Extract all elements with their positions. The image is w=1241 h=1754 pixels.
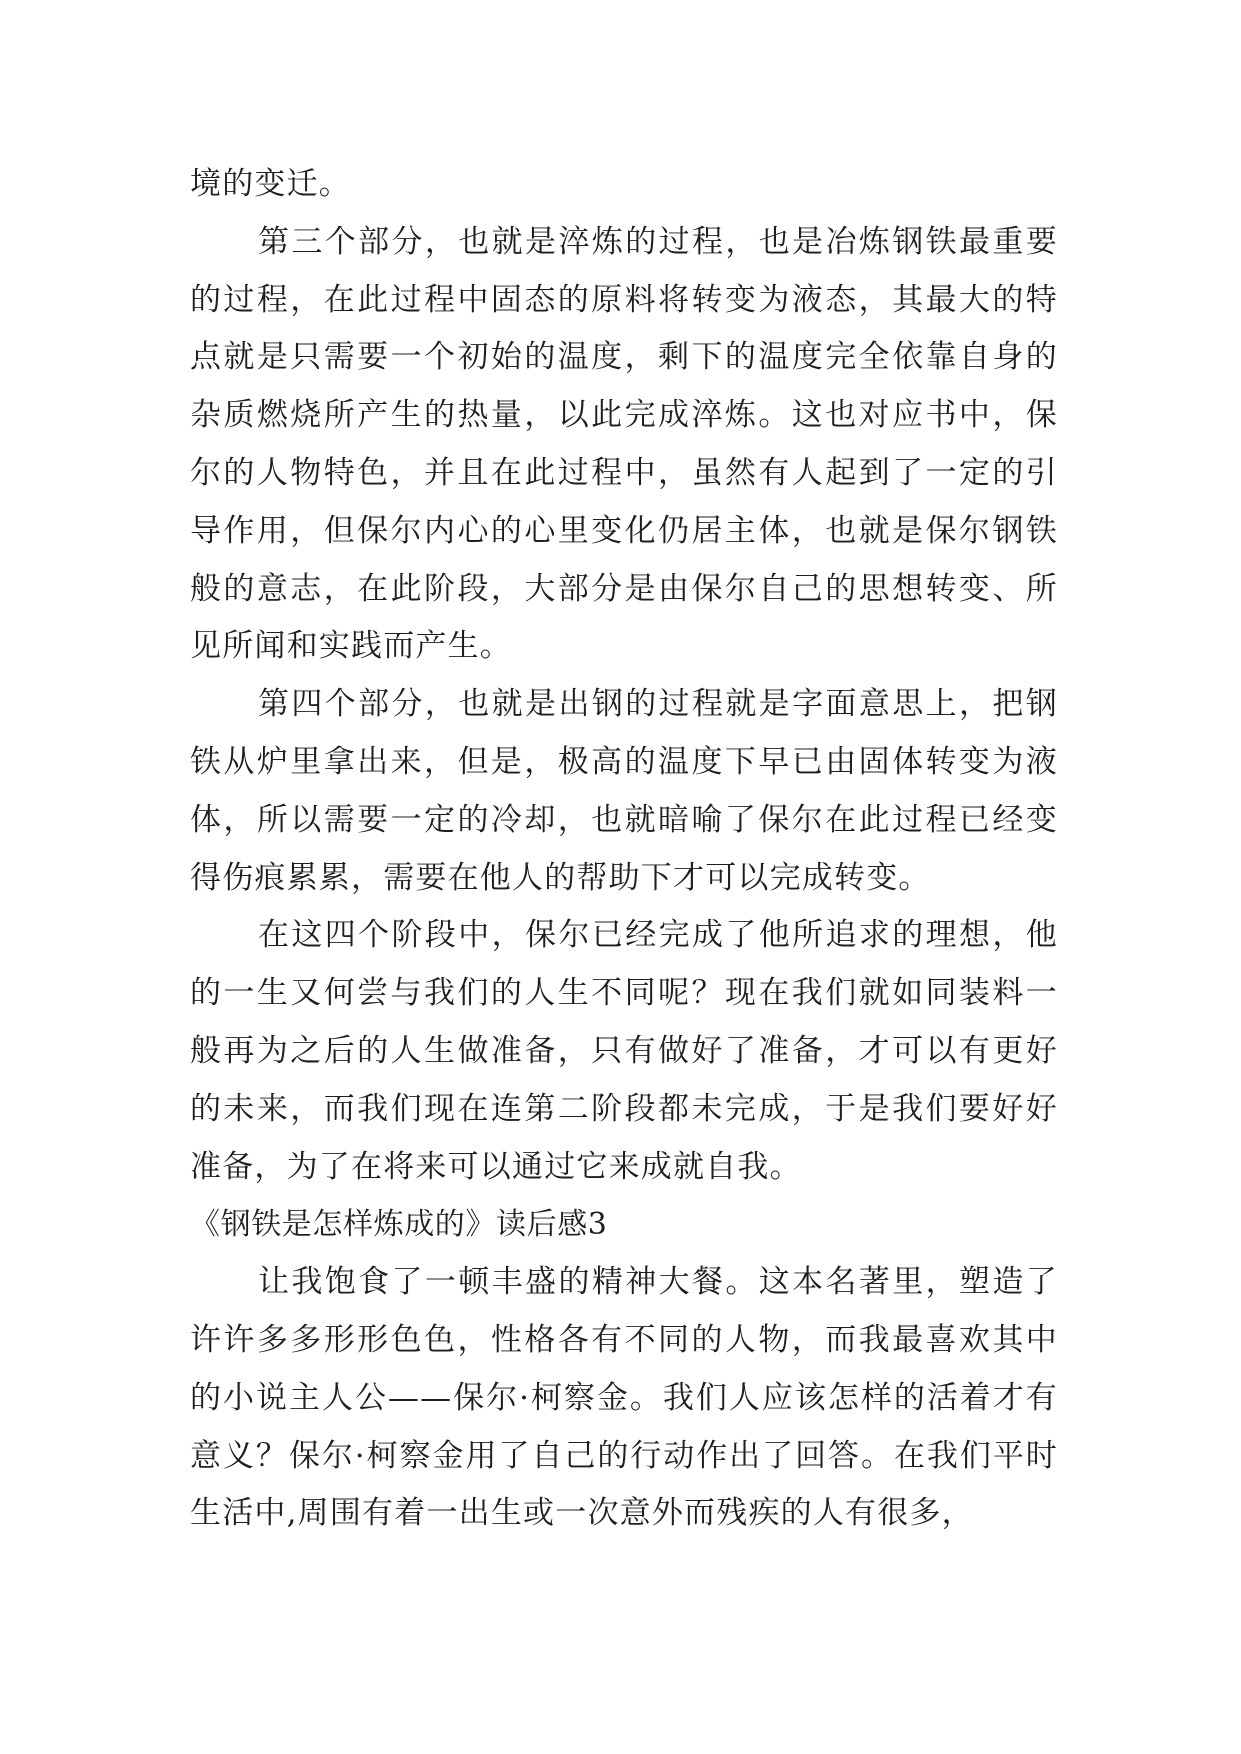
- paragraph-continuation: 境的变迁。: [190, 166, 351, 202]
- section-heading: 《钢铁是怎样炼成的》读后感3: [190, 1207, 608, 1243]
- paragraph-quenching-stage: 第三个部分，也就是淬炼的过程，也是冶炼钢铁最重要的过程，在此过程中固态的原料将转变为液态，其最大的特点就是只需要一个初始的温度，剩下的温度完全依靠自身的杂质燃烧所产生的热量，以此完成淬炼。这也对应书中，保尔的人物特色，并且在此过程中，虽然有人起到了一定的引导作用，但保尔内心的心里变化仍居主体，也就是保尔钢铁般的意志，在此阶段，大部分是由保尔自己的思想转变、所见所闻和实践而产生。: [190, 223, 1058, 665]
- paragraph-four-stages-summary: 在这四个阶段中，保尔已经完成了他所追求的理想，他的一生又何尝与我们的人生不同呢？现在我们就如同装料一般再为之后的人生做准备，只有做好了准备，才可以有更好的未来，而我们现在连第二阶段都未完成，于是我们要好好准备，为了在将来可以通过它来成就自我。: [190, 917, 1058, 1185]
- document-body: [190, 156, 1058, 1543]
- paragraph-tapping-stage: 第四个部分，也就是出钢的过程就是字面意思上，把钢铁从炉里拿出来，但是，极高的温度下早已由固体转变为液体，所以需要一定的冷却，也就暗喻了保尔在此过程已经变得伤痕累累，需要在他人的帮助下才可以完成转变。: [190, 686, 1058, 896]
- paragraph-reading-reflection: 让我饱食了一顿丰盛的精神大餐。这本名著里，塑造了许许多多形形色色，性格各有不同的人物，而我最喜欢其中的小说主人公——保尔·柯察金。我们人应该怎样的活着才有意义？保尔·柯察金用了自己的行动作出了回答。在我们平时生活中,周围有着一出生或一次意外而残疾的人有很多，: [190, 1264, 1058, 1532]
